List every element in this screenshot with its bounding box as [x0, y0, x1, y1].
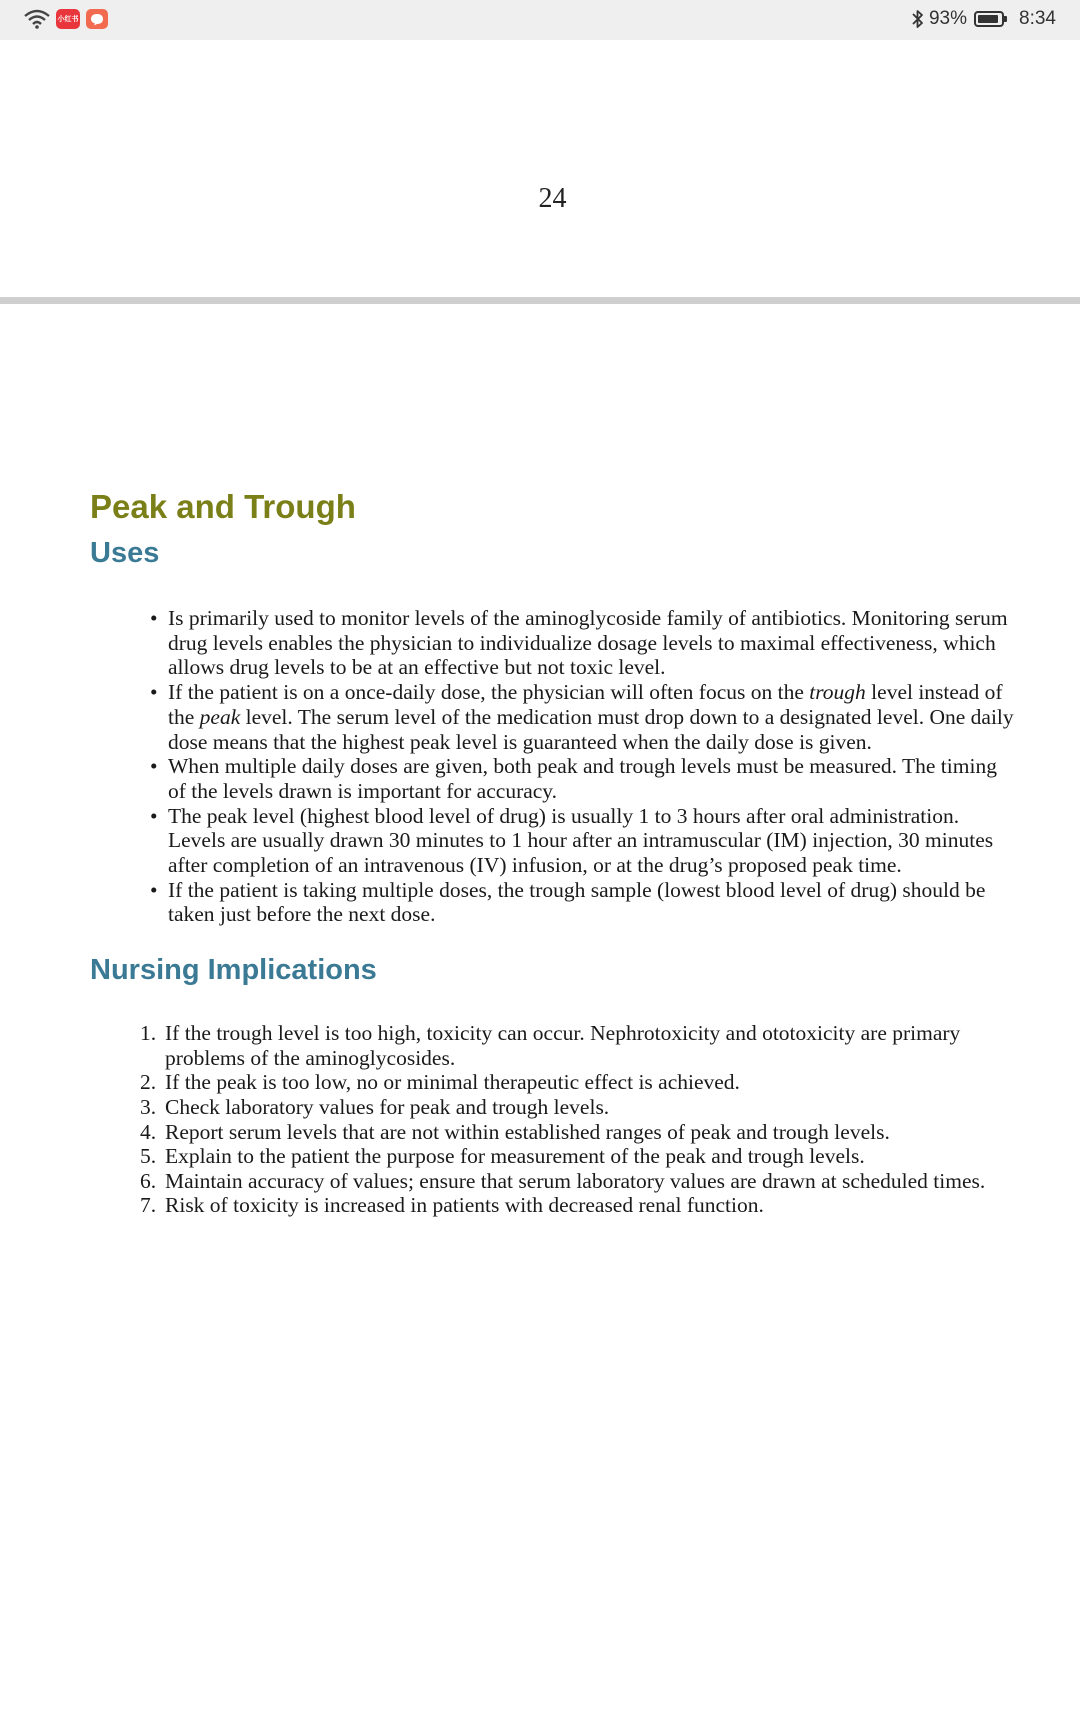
list-item [150, 754, 1020, 803]
list-item-text: When multiple daily doses are given, both peak and trough levels must be measured. The timing of the levels drawn is important for accuracy. [168, 754, 997, 803]
page-number: 24 [538, 183, 567, 214]
app-notification-label: 小红书 [57, 16, 79, 23]
text-segment: level. The serum level of the medication must drop down to a designated level. One daily dose means that the highest peak level is guaranteed when the daily dose is given. [168, 704, 1014, 754]
status-bar [0, 0, 1080, 40]
emphasis-trough: trough [809, 680, 866, 705]
list-item [140, 1070, 1020, 1095]
status-bar-right [912, 8, 1056, 30]
list-item [140, 1120, 1020, 1145]
bullet: • [150, 877, 158, 902]
document-content [90, 485, 1020, 1218]
list-item-text: Explain to the patient the purpose for measurement of the peak and trough levels. [165, 1144, 865, 1169]
list-item [140, 1095, 1020, 1120]
list-item [150, 606, 1020, 680]
list-number: 6. [140, 1168, 157, 1193]
list-item-text: If the peak is too low, no or minimal therapeutic effect is achieved. [165, 1070, 740, 1095]
list-item-text [168, 680, 1014, 753]
text-segment: If the patient is on a once-daily dose, the physician will often focus on the [168, 680, 810, 705]
page-title: Peak and Trough [90, 488, 356, 525]
page-divider [0, 297, 1080, 304]
list-item-text: Check laboratory values for peak and trough levels. [165, 1094, 610, 1119]
list-item [140, 1021, 1020, 1070]
list-item-text: Is primarily used to monitor levels of the aminoglycoside family of antibiotics. Monitoring serum drug levels enables the physician to individualize dosage levels to maximal effectiveness, which allows drug levels to be at an effective but not toxic level. [168, 606, 1008, 680]
bullet: • [150, 803, 158, 828]
list-item [150, 804, 1020, 878]
list-number: 2. [140, 1070, 157, 1095]
uses-heading: Uses [90, 537, 160, 569]
list-number: 5. [140, 1144, 157, 1169]
list-item-text: Maintain accuracy of values; ensure that serum laboratory values are drawn at scheduled times. [165, 1168, 986, 1193]
list-number: 1. [140, 1021, 157, 1046]
list-item-text: If the patient is taking multiple doses, the trough sample (lowest blood level of drug) should be taken just before the next dose. [168, 877, 986, 927]
battery-percent: 93% [928, 8, 968, 29]
bullet: • [150, 606, 158, 630]
wifi-icon [24, 9, 50, 29]
list-item [140, 1169, 1020, 1194]
battery-icon [974, 11, 1004, 27]
list-number: 3. [140, 1094, 157, 1119]
list-item [140, 1144, 1020, 1169]
list-number: 7. [140, 1193, 157, 1218]
app-notification-icon [56, 9, 80, 29]
status-bar-left [24, 9, 108, 29]
list-item-text: If the trough level is too high, toxicity can occur. Nephrotoxicity and ototoxicity are primary problems of the aminoglycosides. [165, 1021, 961, 1070]
battery-level-fill [978, 15, 998, 23]
list-item [150, 878, 1020, 927]
bullet: • [150, 680, 158, 705]
list-item-text: The peak level (highest blood level of drug) is usually 1 to 3 hours after oral administration. Levels are usually drawn 30 minutes to 1 hour after an intramuscular (IM) injection, 30 minutes after completion of an intravenous (IV) infusion, or at the drug’s proposed peak time. [168, 803, 994, 878]
nursing-implications-list [90, 1021, 1020, 1218]
emphasis-peak: peak [199, 704, 241, 729]
bluetooth-icon [912, 9, 924, 29]
clock: 8:34 [1019, 8, 1056, 29]
nursing-implications-heading: Nursing Implications [90, 954, 377, 987]
bullet: • [150, 754, 158, 779]
text-segment: level instead of the [168, 680, 1003, 729]
list-item-text: Report serum levels that are not within established ranges of peak and trough levels. [165, 1119, 890, 1144]
list-number: 4. [140, 1119, 157, 1144]
list-item [140, 1193, 1020, 1218]
message-notification-icon [86, 9, 108, 29]
list-item [150, 680, 1020, 754]
uses-list [90, 606, 1020, 927]
list-item-text: Risk of toxicity is increased in patients with decreased renal function. [165, 1193, 764, 1218]
